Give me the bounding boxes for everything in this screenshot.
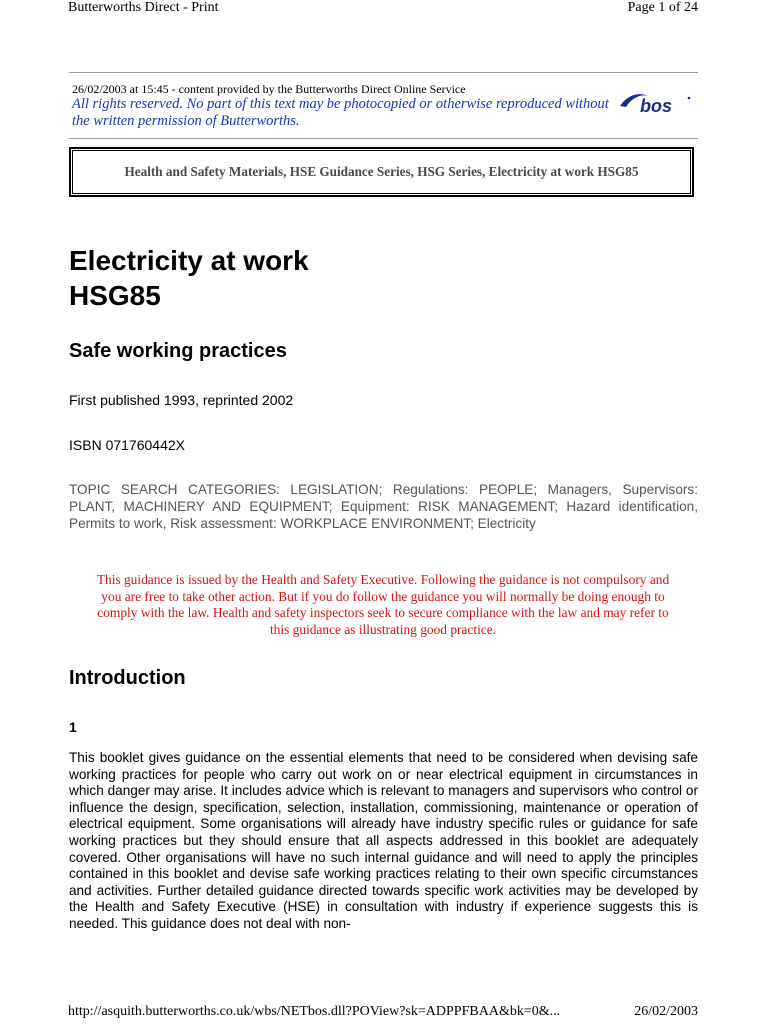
source-url: http://asquith.butterworths.co.uk/wbs/NETbos.dll?POView?sk=ADPPFBAA&bk=0&...	[68, 1004, 561, 1019]
section-heading-introduction: Introduction	[69, 667, 186, 689]
top-divider	[69, 72, 698, 73]
print-footer	[68, 1004, 698, 1022]
isbn: ISBN 071760442X	[69, 437, 185, 453]
page-indicator: Page 1 of 24	[627, 0, 698, 15]
content-timestamp: 26/02/2003 at 15:45 - content provided by the Butterworths Direct Online Service	[72, 82, 466, 96]
print-header	[68, 0, 698, 18]
provider-divider	[69, 138, 698, 139]
guidance-notice: This guidance is issued by the Health and Safety Executive. Following the guidance is not compulsory and you are free to take other action. But if you do follow the guidance you will normally be doing enough to comply with the law. Health and safety inspectors seek to secure compliance with the law and may refer to this guidance as illustrating good practice.	[96, 572, 670, 637]
document-subtitle: Safe working practices	[69, 340, 287, 362]
bos-logo	[618, 90, 692, 116]
print-header-title: Butterworths Direct - Print	[68, 0, 219, 15]
publication-info: First published 1993, reprinted 2002	[69, 392, 294, 408]
logo-text: bos	[640, 96, 673, 116]
logo-dot-icon	[688, 97, 691, 100]
page-title-line1: Electricity at work	[69, 245, 309, 276]
paragraph-number: 1	[69, 719, 77, 735]
breadcrumb	[69, 147, 694, 197]
breadcrumb-text: Health and Safety Materials, HSE Guidance Series, HSG Series, Electricity at work HSG85	[124, 164, 639, 179]
rights-notice: All rights reserved. No part of this text may be photocopied or otherwise reproduced without the written permission of Butterworths.	[72, 96, 609, 129]
paragraph-text: This booklet gives guidance on the essential elements that need to be considered when devising safe working practices for people who carry out work on or near electrical equipment in circumstances in which danger may arise. It includes advice which is relevant to managers and supervisors who control or influence the design, specification, selection, installation, commissioning, maintenance or operation of electrical equipment. Some organisations will already have industry specific rules or guidance for safe working practices but they should ensure that all aspects addressed in this booklet are adequately covered. Other organisations will have no such internal guidance and will need to apply the principles contained in this booklet and devise safe working practices relating to their own specific circumstances and activities. Further detailed guidance directed towards specific work activities may be developed by the Health and Safety Executive (HSE) in consultation with industry if experience suggests this is needed. This guidance does not deal with non-	[69, 750, 698, 931]
page-title-line2: HSG85	[69, 280, 161, 311]
print-date: 26/02/2003	[634, 1004, 698, 1019]
page-title	[69, 243, 309, 313]
topic-categories: TOPIC SEARCH CATEGORIES: LEGISLATION; Regulations: PEOPLE; Managers, Supervisors: PLANT, MACHINERY AND EQUIPMENT; Equipment: RISK MANAGEMENT; Hazard identification, Permits to work, Risk assessment: WORKPLACE ENVIRONMENT; Electricity	[69, 482, 698, 531]
